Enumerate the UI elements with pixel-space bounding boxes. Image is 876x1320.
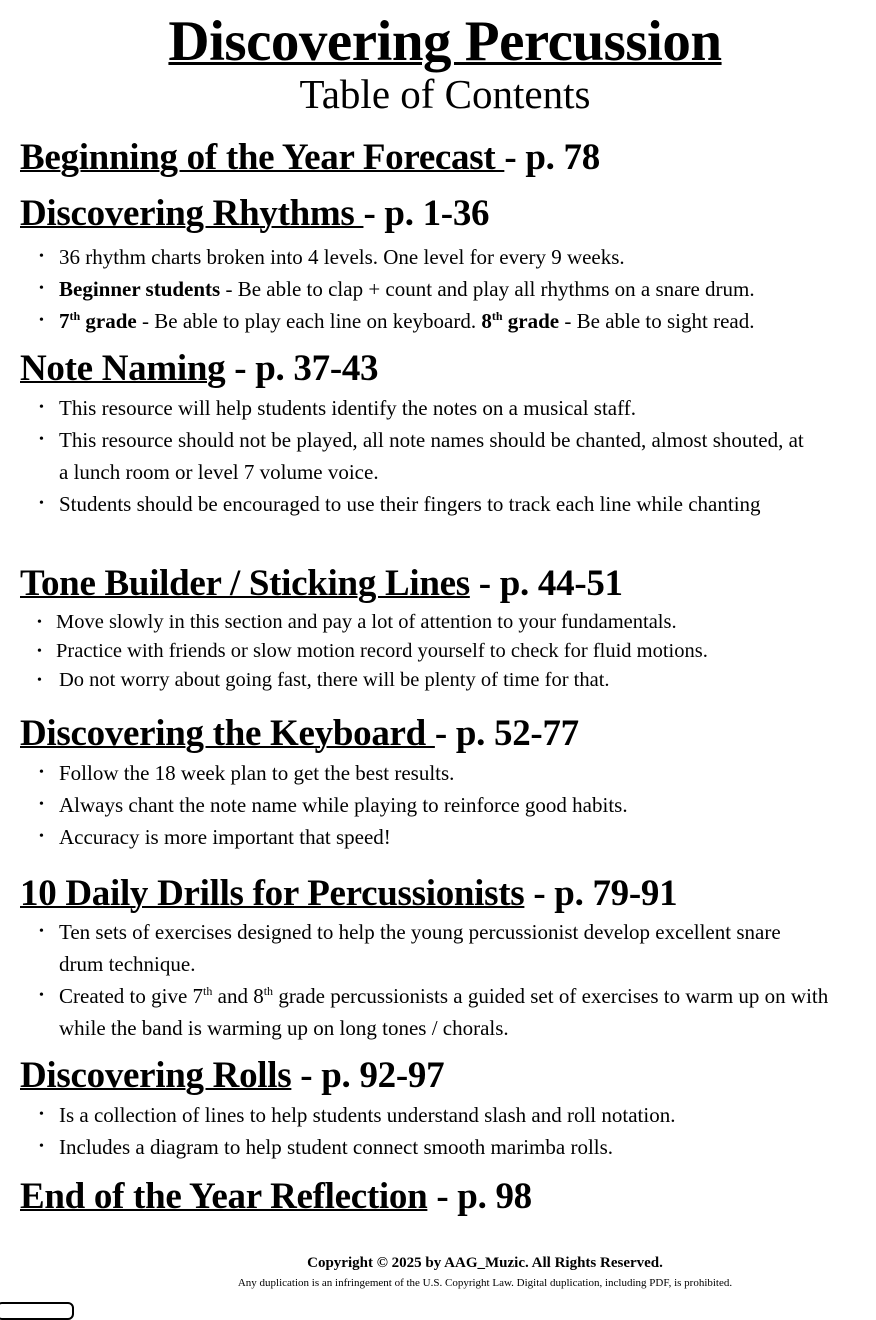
list-item bbox=[20, 273, 860, 305]
grade-word: grade bbox=[502, 309, 560, 333]
section-pages: - p. 79-91 bbox=[524, 873, 678, 914]
grade-suffix: th bbox=[491, 309, 503, 323]
list-item: • This resource will help students identify the notes on a musical staff. bbox=[20, 392, 810, 424]
section-pages: - p. 78 bbox=[504, 137, 600, 178]
list-item: • Move slowly in this section and pay a lot of attention to your fundamentals. bbox=[20, 608, 860, 637]
section-name: Beginning of the Year Forecast bbox=[20, 137, 505, 178]
page-subtitle: Table of Contents bbox=[299, 71, 591, 117]
list-item: • Includes a diagram to help student connect smooth marimba rolls. bbox=[20, 1131, 860, 1163]
note-naming-bullet-list bbox=[20, 392, 810, 520]
list-item-text: Created to give 7 bbox=[59, 984, 204, 1008]
beginner-label: Beginner students bbox=[59, 277, 221, 301]
section-pages: - p. 92-97 bbox=[291, 1055, 445, 1096]
list-item: • 36 rhythm charts broken into 4 levels. One level for every 9 weeks. bbox=[20, 241, 860, 273]
section-heading-forecast bbox=[20, 136, 600, 180]
section-pages: - p. 37-43 bbox=[225, 348, 379, 389]
section-heading-tone-builder bbox=[20, 562, 623, 606]
section-pages: - p. 44-51 bbox=[469, 563, 623, 604]
list-item: • Follow the 18 week plan to get the best results. bbox=[20, 757, 860, 789]
list-item: • Always chant the note name while playing to reinforce good habits. bbox=[20, 789, 860, 821]
grade7-label bbox=[59, 309, 137, 333]
grade8-label bbox=[481, 309, 559, 333]
list-item: • Practice with friends or slow motion record yourself to check for fluid motions. bbox=[20, 637, 860, 666]
grade-number: 7 bbox=[59, 309, 70, 333]
section-name: Note Naming bbox=[20, 348, 226, 389]
section-heading-daily-drills bbox=[20, 872, 677, 916]
list-item-text: and 8 bbox=[212, 984, 264, 1008]
grade-number: 8 bbox=[481, 309, 492, 333]
section-name: End of the Year Reflection bbox=[20, 1176, 428, 1217]
page-corner-tab bbox=[0, 1302, 74, 1320]
grade-word: grade bbox=[80, 309, 137, 333]
rolls-bullet-list bbox=[20, 1099, 860, 1163]
section-pages: - p. 1-36 bbox=[363, 193, 490, 234]
tone-builder-bullet-list bbox=[20, 608, 860, 695]
list-item: • Ten sets of exercises designed to help the young percussionist develop excellent snare drum technique. bbox=[20, 916, 830, 980]
copyright-notice: Any duplication is an infringement of the U.S. Copyright Law. Digital duplication, including PDF, is prohibited. bbox=[237, 1277, 733, 1289]
ordinal-suffix: th bbox=[263, 984, 274, 998]
list-item: • Students should be encouraged to use their fingers to track each line while chanting bbox=[20, 488, 810, 520]
section-heading-rhythms bbox=[20, 192, 489, 236]
list-item: • Do not worry about going fast, there will be plenty of time for that. bbox=[20, 666, 860, 695]
grade-suffix: th bbox=[69, 309, 81, 323]
section-heading-reflection bbox=[20, 1175, 532, 1219]
rhythms-bullet-list bbox=[20, 241, 860, 337]
section-name: Tone Builder / Sticking Lines bbox=[20, 563, 470, 604]
section-name: Discovering the Keyboard bbox=[20, 713, 435, 754]
list-item: • Accuracy is more important that speed! bbox=[20, 821, 860, 853]
list-item-text: grade percussionists a guided set of exercises to warm up on with while the band is warming up on long tones / chorals. bbox=[59, 984, 829, 1040]
list-item: • Is a collection of lines to help students understand slash and roll notation. bbox=[20, 1099, 860, 1131]
ordinal-suffix: th bbox=[203, 984, 213, 998]
copyright-line: Copyright © 2025 by AAG_Muzic. All Rights Reserved. bbox=[307, 1255, 663, 1271]
list-item-text: - Be able to play each line on keyboard. bbox=[136, 309, 482, 333]
list-item-text: - Be able to clap + count and play all rhythms on a snare drum. bbox=[220, 277, 755, 301]
list-item bbox=[20, 980, 830, 1044]
daily-drills-bullet-list bbox=[20, 916, 830, 1044]
section-heading-rolls bbox=[20, 1054, 444, 1098]
section-name: Discovering Rhythms bbox=[20, 193, 364, 234]
section-pages: - p. 98 bbox=[427, 1176, 532, 1217]
section-pages: - p. 52-77 bbox=[434, 713, 579, 754]
list-item bbox=[20, 305, 860, 337]
list-item: • This resource should not be played, all note names should be chanted, almost shouted, at a lunch room or level 7 volume voice. bbox=[20, 424, 810, 488]
section-heading-keyboard bbox=[20, 712, 579, 756]
section-heading-note-naming bbox=[20, 347, 378, 391]
section-name: Discovering Rolls bbox=[20, 1055, 292, 1096]
list-item-text: - Be able to sight read. bbox=[559, 309, 755, 333]
page-title: Discovering Percussion bbox=[168, 10, 722, 73]
keyboard-bullet-list bbox=[20, 757, 860, 853]
section-name: 10 Daily Drills for Percussionists bbox=[20, 873, 525, 914]
